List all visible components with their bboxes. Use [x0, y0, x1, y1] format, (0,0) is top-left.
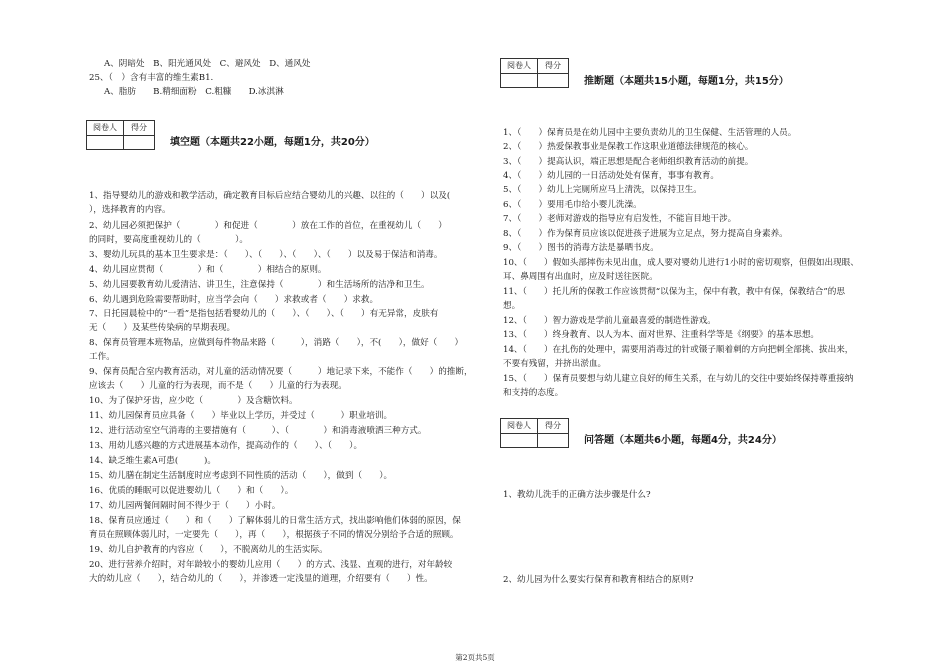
- judge-line: 和支持的态度。: [503, 388, 564, 398]
- text-line: 11、幼儿园保育员应具备（ ）毕业以上学历，并受过（ ）职业培训。: [89, 411, 393, 421]
- text-line: 13、用幼儿感兴趣的方式进展基本动作，提高动作的（ ）、（ ）。: [89, 441, 363, 451]
- text-line: 16、优质的睡眠可以促进婴幼儿（ ）和（ ）。: [89, 486, 294, 496]
- qa-question: 2、幼儿园为什么要实行保育和教育相结合的原则?: [503, 575, 694, 585]
- score-box: [500, 418, 569, 448]
- text-line: 的同时，要高度重视幼儿的（ ）。: [89, 235, 248, 245]
- score-label: 得分: [124, 121, 155, 136]
- text-line: 5、幼儿园要教育幼儿爱清洁、讲卫生，注意保持（ ）和生活场所的洁净和卫生。: [89, 280, 430, 290]
- reviewer-label: 阅卷人: [87, 121, 124, 136]
- judge-line: 13、（ ）终身教育、以人为本、面对世界、注重科学等是《纲要》的基本思想。: [503, 330, 820, 340]
- judge-line: 7、（ ）老师对游戏的指导应有启发性，不能盲目地干涉。: [503, 214, 737, 224]
- judge-line: 3、（ ）提高认识，端正思想是配合老师组织教育活动的前提。: [503, 157, 754, 167]
- text-line: 17、幼儿园两餐间隔时间不得少于（ ）小时。: [89, 501, 281, 511]
- score-label: 得分: [538, 59, 569, 74]
- score-box: [86, 120, 155, 150]
- judge-line: 15、（ ）保育员要想与幼儿建立良好的师生关系，在与幼儿的交往中要始终保持尊重接纳: [503, 374, 854, 384]
- text-line: 19、幼儿自护教育的内容应（ ），不脱离幼儿的生活实际。: [89, 545, 328, 555]
- judge-line: 5、（ ）幼儿上完厕所应马上清洗，以保持卫生。: [503, 185, 702, 195]
- judge-line: 8、（ ）作为保育员应该以促进孩子进展为立足点，努力提高自身素养。: [503, 229, 788, 239]
- judge-line: 14、（ ）在扎伤的处理中，需要用消毒过的针或镊子顺着刺的方向把刺全部挑、拔出来，: [503, 345, 854, 355]
- text-line: 3、婴幼儿玩具的基本卫生要求是：（ ）、（ ）、（ ）、（ ）以及易于保洁和消毒。: [89, 250, 443, 260]
- option-line: A、脂肪 B.精细面粉 C.粗糠 D.冰淇淋: [104, 87, 284, 97]
- score-cell: [538, 434, 569, 448]
- text-line: 1、指导婴幼儿的游戏和教学活动，确定教育目标后应结合婴幼儿的兴趣、以往的（ ）以及(: [89, 191, 451, 201]
- reviewer-label: 阅卷人: [501, 59, 538, 74]
- judge-line: 不要有残留，并挤出淤血。: [503, 359, 607, 369]
- text-line: 工作。: [89, 352, 115, 362]
- text-line: 18、保育员应通过（ ）和（ ）了解体弱儿的日常生活方式，找出影响他们体弱的原因，保: [89, 516, 461, 526]
- option-line: A、阴暗处 B、阳光通风处 C、避风处 D、通风处: [104, 59, 311, 69]
- text-line: 6、幼儿遇到危险需要帮助时，应当学会向（ ）求救或者（ ）求救。: [89, 295, 379, 305]
- score-cell: [124, 136, 155, 150]
- section-title-judge: 推断题（本题共15小题，每题1分，共15分）: [584, 76, 789, 87]
- judge-line: 6、（ ）要用毛巾给小婴儿洗澡。: [503, 200, 642, 210]
- question-line: 25、（ ）含有丰富的维生素B1.: [89, 73, 214, 83]
- text-line: 4、幼儿园应贯彻（ ）和（ ）相结合的原则。: [89, 265, 327, 275]
- text-line: 应该去（ ）儿童的行为表现，而不是（ ）儿童的行为表现。: [89, 381, 347, 391]
- reviewer-cell: [501, 434, 538, 448]
- judge-line: 想。: [503, 301, 521, 311]
- text-line: 2、幼儿园必须把保护（ ）和促进（ ）放在工作的首位，在重视幼儿（ ）: [89, 221, 447, 231]
- text-line: 15、幼儿膳在制定生活制度时应考虑到不同性质的活动（ ），做到（ ）。: [89, 471, 393, 481]
- text-line: 7、日托园晨检中的“一看”是指包括看婴幼儿的（ ）、（ ）、（ ）有无异常，皮肤有: [89, 309, 439, 319]
- text-line: 14、缺乏维生素A可患( )。: [89, 456, 216, 466]
- qa-question: 1、教幼儿洗手的正确方法步骤是什么?: [503, 490, 651, 500]
- judge-line: 4、（ ）幼儿园的一日活动处处有保育，事事有教育。: [503, 171, 720, 181]
- score-cell: [538, 74, 569, 88]
- page-number: 第2页共5页: [455, 653, 495, 662]
- judge-line: 12、（ ）智力游戏是学前儿童最喜爱的制造性游戏。: [503, 316, 716, 326]
- judge-line: 9、（ ）图书的消毒方法是暴晒书皮。: [503, 243, 659, 253]
- text-line: 9、保育员配合室内教育活动，对儿童的活动情况要（ ）地记录下来，不能作（ ）的推断，: [89, 367, 473, 377]
- text-line: 大的幼儿应（ ），结合幼儿的（ ），并渗透一定浅显的道理，介绍要有（ ）性。: [89, 574, 433, 584]
- judge-line: 耳、鼻周围有出血时，应及时送往医院。: [503, 272, 658, 282]
- text-line: 8、保育员管理本班物品，应做到每件物品来路（ ），消路（ ），不( ），做好（ ）: [89, 338, 464, 348]
- judge-line: 10、（ ）假如头部摔伤未见出血，成人要对婴幼儿进行1小时的密切观察，但假如出现眼、: [503, 258, 859, 268]
- section-title-qa: 问答题（本题共6小题，每题4分，共24分）: [584, 435, 782, 446]
- text-line: 20、进行营养介绍时，对年龄较小的婴幼儿应用（ ）的方式、浅显、直观的进行，对年龄较: [89, 560, 453, 570]
- judge-line: 1、（ ）保育员是在幼儿园中主要负责幼儿的卫生保健、生活管理的人员。: [503, 128, 797, 138]
- judge-line: 11、（ ）托儿所的保教工作应该贯彻“以保为主，保中有教，教中有保，保教结合”的思: [503, 287, 845, 297]
- text-line: 10、为了保护牙齿，应少吃（ ）及含糖饮料。: [89, 396, 298, 406]
- reviewer-cell: [501, 74, 538, 88]
- text-line: 无（ ）及某些传染病的早期表现。: [89, 323, 236, 333]
- section-title-fill-blank: 填空题（本题共22小题，每题1分，共20分）: [170, 137, 375, 148]
- text-line: ），选择教育的内容。: [89, 205, 171, 215]
- score-box: [500, 58, 569, 88]
- text-line: 12、进行活动室空气消毒的主要措施有（ ）、（ ）和消毒液喷洒三种方式。: [89, 426, 427, 436]
- judge-line: 2、（ ）热爱保教事业是保教工作这职业道德法律规范的核心。: [503, 142, 754, 152]
- reviewer-cell: [87, 136, 124, 150]
- reviewer-label: 阅卷人: [501, 419, 538, 434]
- score-label: 得分: [538, 419, 569, 434]
- text-line: 育员在照顾体弱儿时，一定要先（ ），再（ ），根据孩子不同的情况分别给予合适的照顾。: [89, 530, 459, 540]
